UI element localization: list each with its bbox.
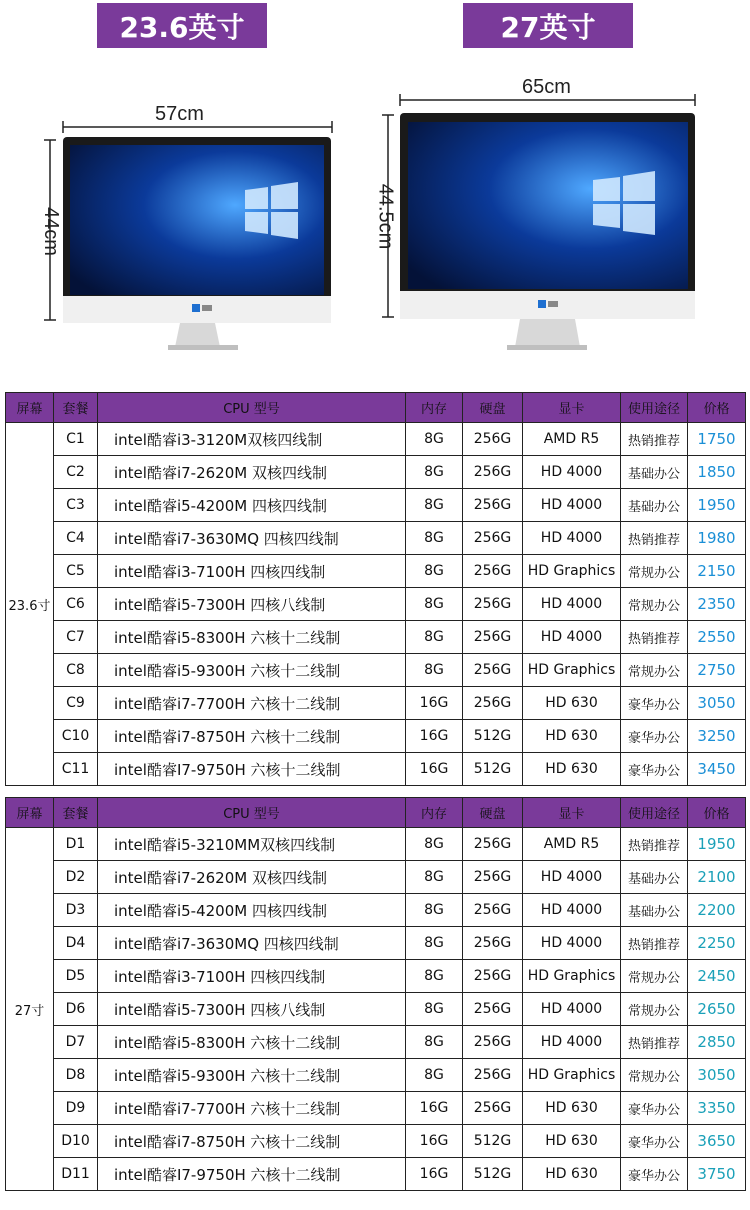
gpu-cell: HD 630 bbox=[523, 687, 621, 720]
header-price: 价格 bbox=[688, 798, 746, 828]
header-gpu: 显卡 bbox=[523, 798, 621, 828]
price-cell: 3450 bbox=[688, 753, 746, 786]
header-screen: 屏幕 bbox=[6, 798, 54, 828]
price-cell: 1750 bbox=[688, 423, 746, 456]
cpu-cell: intel酷睿i7-8750H 六核十二线制 bbox=[98, 720, 406, 753]
price-cell: 3050 bbox=[688, 1059, 746, 1092]
price-cell: 3350 bbox=[688, 1092, 746, 1125]
table-row bbox=[6, 687, 746, 720]
package-cell: C7 bbox=[54, 621, 98, 654]
disk-cell: 256G bbox=[463, 828, 523, 861]
package-cell: C3 bbox=[54, 489, 98, 522]
package-cell: C11 bbox=[54, 753, 98, 786]
table-row bbox=[6, 1059, 746, 1092]
header-cpu: CPU 型号 bbox=[98, 393, 406, 423]
package-cell: D6 bbox=[54, 993, 98, 1026]
gpu-cell: HD 4000 bbox=[523, 456, 621, 489]
gpu-cell: HD 4000 bbox=[523, 588, 621, 621]
header-memory: 内存 bbox=[406, 393, 463, 423]
price-cell: 2650 bbox=[688, 993, 746, 1026]
table-row bbox=[6, 720, 746, 753]
disk-cell: 256G bbox=[463, 555, 523, 588]
memory-cell: 8G bbox=[406, 894, 463, 927]
memory-cell: 8G bbox=[406, 993, 463, 1026]
package-cell: D1 bbox=[54, 828, 98, 861]
header-disk: 硬盘 bbox=[463, 393, 523, 423]
cpu-cell: intel酷睿i5-7300H 四核八线制 bbox=[98, 993, 406, 1026]
gpu-cell: HD 630 bbox=[523, 1092, 621, 1125]
package-cell: D5 bbox=[54, 960, 98, 993]
usage-cell: 热销推荐 bbox=[621, 621, 688, 654]
memory-cell: 16G bbox=[406, 753, 463, 786]
package-cell: C10 bbox=[54, 720, 98, 753]
table-row bbox=[6, 927, 746, 960]
usage-cell: 常规办公 bbox=[621, 654, 688, 687]
memory-cell: 16G bbox=[406, 1158, 463, 1191]
cpu-cell: intel酷睿i3-3120M双核四线制 bbox=[98, 423, 406, 456]
price-cell: 2450 bbox=[688, 960, 746, 993]
memory-cell: 8G bbox=[406, 555, 463, 588]
table-row bbox=[6, 621, 746, 654]
disk-cell: 256G bbox=[463, 1026, 523, 1059]
usage-cell: 豪华办公 bbox=[621, 687, 688, 720]
disk-cell: 256G bbox=[463, 861, 523, 894]
memory-cell: 16G bbox=[406, 687, 463, 720]
gpu-cell: HD 4000 bbox=[523, 927, 621, 960]
cpu-cell: intel酷睿I7-9750H 六核十二线制 bbox=[98, 1158, 406, 1191]
cpu-cell: intel酷睿i5-7300H 四核八线制 bbox=[98, 588, 406, 621]
header-gpu: 显卡 bbox=[523, 393, 621, 423]
disk-cell: 512G bbox=[463, 1158, 523, 1191]
memory-cell: 8G bbox=[406, 621, 463, 654]
memory-cell: 8G bbox=[406, 456, 463, 489]
size-banner-23: 23.6英寸 bbox=[97, 3, 267, 48]
table-row bbox=[6, 555, 746, 588]
table-row bbox=[6, 861, 746, 894]
cpu-cell: intel酷睿i7-7700H 六核十二线制 bbox=[98, 687, 406, 720]
gpu-cell: HD 4000 bbox=[523, 993, 621, 1026]
header-price: 价格 bbox=[688, 393, 746, 423]
header-screen: 屏幕 bbox=[6, 393, 54, 423]
memory-cell: 8G bbox=[406, 423, 463, 456]
disk-cell: 256G bbox=[463, 654, 523, 687]
disk-cell: 256G bbox=[463, 927, 523, 960]
package-cell: D10 bbox=[54, 1125, 98, 1158]
table-header-row bbox=[6, 393, 746, 423]
package-cell: C1 bbox=[54, 423, 98, 456]
table-row bbox=[6, 423, 746, 456]
memory-cell: 8G bbox=[406, 927, 463, 960]
header-usage: 使用途径 bbox=[621, 798, 688, 828]
disk-cell: 256G bbox=[463, 456, 523, 489]
package-cell: D2 bbox=[54, 861, 98, 894]
usage-cell: 常规办公 bbox=[621, 993, 688, 1026]
memory-cell: 8G bbox=[406, 489, 463, 522]
package-cell: D11 bbox=[54, 1158, 98, 1191]
usage-cell: 热销推荐 bbox=[621, 1026, 688, 1059]
usage-cell: 热销推荐 bbox=[621, 828, 688, 861]
gpu-cell: HD 4000 bbox=[523, 894, 621, 927]
table-row bbox=[6, 1158, 746, 1191]
price-cell: 2200 bbox=[688, 894, 746, 927]
usage-cell: 豪华办公 bbox=[621, 1092, 688, 1125]
memory-cell: 8G bbox=[406, 1026, 463, 1059]
memory-cell: 8G bbox=[406, 654, 463, 687]
disk-cell: 256G bbox=[463, 522, 523, 555]
usage-cell: 常规办公 bbox=[621, 1059, 688, 1092]
price-cell: 2550 bbox=[688, 621, 746, 654]
monitor-23-illustration bbox=[40, 95, 340, 360]
gpu-cell: HD Graphics bbox=[523, 960, 621, 993]
cpu-cell: intel酷睿i7-7700H 六核十二线制 bbox=[98, 1092, 406, 1125]
gpu-cell: HD 630 bbox=[523, 753, 621, 786]
price-cell: 3650 bbox=[688, 1125, 746, 1158]
price-cell: 2350 bbox=[688, 588, 746, 621]
package-cell: D8 bbox=[54, 1059, 98, 1092]
cpu-cell: intel酷睿I7-9750H 六核十二线制 bbox=[98, 753, 406, 786]
cpu-cell: intel酷睿i5-8300H 六核十二线制 bbox=[98, 1026, 406, 1059]
cpu-cell: intel酷睿i7-3630MQ 四核四线制 bbox=[98, 522, 406, 555]
cpu-cell: intel酷睿i5-4200M 四核四线制 bbox=[98, 489, 406, 522]
price-cell: 3050 bbox=[688, 687, 746, 720]
header-package: 套餐 bbox=[54, 798, 98, 828]
cpu-cell: intel酷睿i7-2620M 双核四线制 bbox=[98, 861, 406, 894]
package-cell: C6 bbox=[54, 588, 98, 621]
package-cell: D3 bbox=[54, 894, 98, 927]
table-row bbox=[6, 753, 746, 786]
price-cell: 2100 bbox=[688, 861, 746, 894]
usage-cell: 豪华办公 bbox=[621, 753, 688, 786]
disk-cell: 512G bbox=[463, 753, 523, 786]
table-row bbox=[6, 960, 746, 993]
gpu-cell: HD 4000 bbox=[523, 861, 621, 894]
usage-cell: 热销推荐 bbox=[621, 522, 688, 555]
package-cell: D4 bbox=[54, 927, 98, 960]
price-cell: 1950 bbox=[688, 828, 746, 861]
memory-cell: 16G bbox=[406, 1125, 463, 1158]
gpu-cell: HD Graphics bbox=[523, 1059, 621, 1092]
disk-cell: 512G bbox=[463, 1125, 523, 1158]
memory-cell: 16G bbox=[406, 1092, 463, 1125]
memory-cell: 8G bbox=[406, 861, 463, 894]
table-row bbox=[6, 828, 746, 861]
cpu-cell: intel酷睿i5-8300H 六核十二线制 bbox=[98, 621, 406, 654]
disk-cell: 256G bbox=[463, 993, 523, 1026]
memory-cell: 8G bbox=[406, 1059, 463, 1092]
table-row bbox=[6, 1092, 746, 1125]
package-cell: D7 bbox=[54, 1026, 98, 1059]
table-row bbox=[6, 522, 746, 555]
gpu-cell: HD 4000 bbox=[523, 621, 621, 654]
disk-cell: 256G bbox=[463, 489, 523, 522]
gpu-cell: HD 4000 bbox=[523, 1026, 621, 1059]
spec-table-23 bbox=[5, 392, 746, 786]
price-cell: 3750 bbox=[688, 1158, 746, 1191]
usage-cell: 豪华办公 bbox=[621, 720, 688, 753]
width-label-27: 65cm bbox=[522, 76, 571, 98]
screen-size-cell: 23.6寸 bbox=[6, 423, 54, 786]
disk-cell: 256G bbox=[463, 894, 523, 927]
cpu-cell: intel酷睿i7-3630MQ 四核四线制 bbox=[98, 927, 406, 960]
gpu-cell: AMD R5 bbox=[523, 423, 621, 456]
usage-cell: 热销推荐 bbox=[621, 423, 688, 456]
height-label-23: 44cm bbox=[39, 207, 62, 256]
usage-cell: 基础办公 bbox=[621, 894, 688, 927]
gpu-cell: HD Graphics bbox=[523, 555, 621, 588]
header-cpu: CPU 型号 bbox=[98, 798, 406, 828]
usage-cell: 常规办公 bbox=[621, 555, 688, 588]
disk-cell: 256G bbox=[463, 588, 523, 621]
cpu-cell: intel酷睿i3-7100H 四核四线制 bbox=[98, 555, 406, 588]
disk-cell: 256G bbox=[463, 423, 523, 456]
disk-cell: 512G bbox=[463, 720, 523, 753]
price-cell: 2750 bbox=[688, 654, 746, 687]
price-cell: 2150 bbox=[688, 555, 746, 588]
screen-size-cell: 27寸 bbox=[6, 828, 54, 1191]
table-row bbox=[6, 489, 746, 522]
header-disk: 硬盘 bbox=[463, 798, 523, 828]
memory-cell: 8G bbox=[406, 828, 463, 861]
monitor-27-illustration bbox=[380, 85, 700, 360]
price-cell: 2250 bbox=[688, 927, 746, 960]
header-usage: 使用途径 bbox=[621, 393, 688, 423]
gpu-cell: HD Graphics bbox=[523, 654, 621, 687]
gpu-cell: HD 630 bbox=[523, 1125, 621, 1158]
price-cell: 1950 bbox=[688, 489, 746, 522]
usage-cell: 基础办公 bbox=[621, 861, 688, 894]
height-label-27: 44.5cm bbox=[374, 183, 397, 250]
gpu-cell: HD 4000 bbox=[523, 522, 621, 555]
gpu-cell: AMD R5 bbox=[523, 828, 621, 861]
usage-cell: 热销推荐 bbox=[621, 927, 688, 960]
package-cell: D9 bbox=[54, 1092, 98, 1125]
disk-cell: 256G bbox=[463, 1059, 523, 1092]
price-cell: 1980 bbox=[688, 522, 746, 555]
header-memory: 内存 bbox=[406, 798, 463, 828]
spec-table-27 bbox=[5, 797, 746, 1191]
package-cell: C8 bbox=[54, 654, 98, 687]
package-cell: C5 bbox=[54, 555, 98, 588]
cpu-cell: intel酷睿i3-7100H 四核四线制 bbox=[98, 960, 406, 993]
memory-cell: 16G bbox=[406, 720, 463, 753]
header-package: 套餐 bbox=[54, 393, 98, 423]
table-row bbox=[6, 1125, 746, 1158]
cpu-cell: intel酷睿i5-4200M 四核四线制 bbox=[98, 894, 406, 927]
package-cell: C9 bbox=[54, 687, 98, 720]
table-row bbox=[6, 894, 746, 927]
disk-cell: 256G bbox=[463, 1092, 523, 1125]
cpu-cell: intel酷睿i5-3210MM双核四线制 bbox=[98, 828, 406, 861]
cpu-cell: intel酷睿i7-8750H 六核十二线制 bbox=[98, 1125, 406, 1158]
disk-cell: 256G bbox=[463, 687, 523, 720]
table-row bbox=[6, 654, 746, 687]
table-row bbox=[6, 1026, 746, 1059]
package-cell: C4 bbox=[54, 522, 98, 555]
disk-cell: 256G bbox=[463, 960, 523, 993]
memory-cell: 8G bbox=[406, 960, 463, 993]
gpu-cell: HD 4000 bbox=[523, 489, 621, 522]
cpu-cell: intel酷睿i5-9300H 六核十二线制 bbox=[98, 1059, 406, 1092]
price-cell: 3250 bbox=[688, 720, 746, 753]
size-banner-27: 27英寸 bbox=[463, 3, 633, 48]
usage-cell: 常规办公 bbox=[621, 588, 688, 621]
cpu-cell: intel酷睿i5-9300H 六核十二线制 bbox=[98, 654, 406, 687]
table-row bbox=[6, 993, 746, 1026]
width-label-23: 57cm bbox=[155, 103, 204, 125]
usage-cell: 基础办公 bbox=[621, 489, 688, 522]
disk-cell: 256G bbox=[463, 621, 523, 654]
table-header-row bbox=[6, 798, 746, 828]
usage-cell: 豪华办公 bbox=[621, 1158, 688, 1191]
usage-cell: 基础办公 bbox=[621, 456, 688, 489]
memory-cell: 8G bbox=[406, 522, 463, 555]
package-cell: C2 bbox=[54, 456, 98, 489]
table-row bbox=[6, 588, 746, 621]
gpu-cell: HD 630 bbox=[523, 1158, 621, 1191]
usage-cell: 常规办公 bbox=[621, 960, 688, 993]
memory-cell: 8G bbox=[406, 588, 463, 621]
gpu-cell: HD 630 bbox=[523, 720, 621, 753]
table-row bbox=[6, 456, 746, 489]
usage-cell: 豪华办公 bbox=[621, 1125, 688, 1158]
cpu-cell: intel酷睿i7-2620M 双核四线制 bbox=[98, 456, 406, 489]
price-cell: 1850 bbox=[688, 456, 746, 489]
price-cell: 2850 bbox=[688, 1026, 746, 1059]
